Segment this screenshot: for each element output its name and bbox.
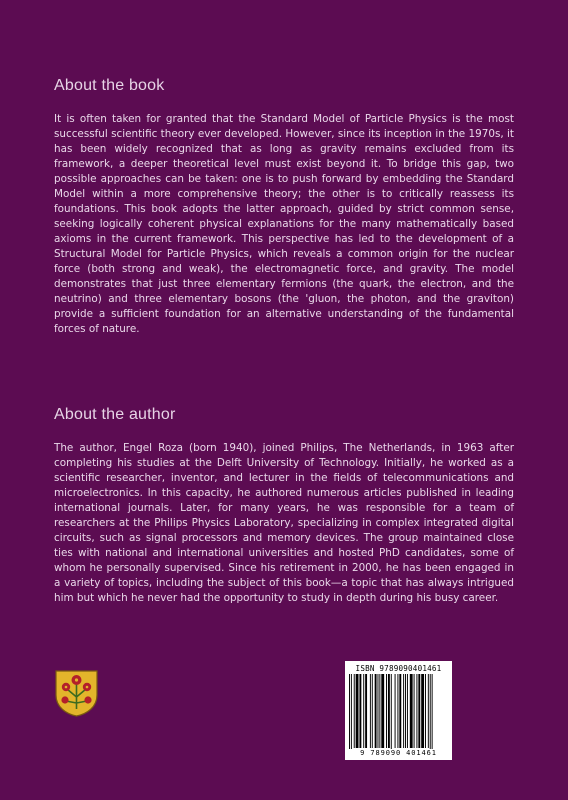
about-book-heading: About the book — [54, 77, 165, 94]
barcode-bar — [421, 674, 424, 748]
barcode-bar — [416, 674, 417, 748]
barcode-icon — [349, 674, 448, 754]
barcode-bar — [425, 674, 426, 748]
barcode-bar — [405, 674, 406, 748]
about-author-text: The author, Engel Roza (born 1940), joined Philips, The Netherlands, in 1963 after completing his studies at the Delft University of Technology. Initially, he worked as a scientific researcher, inventor, and lecturer in the fields of telecommunications and microelectronics. In this capacity, he authored numerous articles published in leading international journals. Later, for many years, he was responsible for a team of researchers at the Philips Physics Laboratory, specializing in complex integrated digital circuits, such as signal processors and memory devices. The group maintained close ties with national and international universities and hosted PhD candidates, some of whom he personally supervised. Since his retirement in 2000, he has been engaged in a variety of topics, including the subject of this book—a topic that has always intrigued him but which he never had the opportunity to study in depth during his busy career. — [54, 442, 514, 604]
barcode-bar — [432, 674, 433, 754]
isbn-label: ISBN 9789090401461 — [355, 664, 442, 673]
barcode-bar — [381, 674, 384, 748]
barcode-bar — [399, 674, 401, 748]
barcode-bar — [349, 674, 350, 754]
barcode-bar — [386, 674, 387, 748]
about-book-text: It is often taken for granted that the Standard Model of Particle Physics is the most successful scientific theory ever developed. However, since its inception in the 1970s, it has been widely recognized that as long as gravity remains excluded from its framework, a deeper theoretical level must exist beyond it. To bridge this gap, two possible approaches can be taken: one is to push forward by embedding the Standard Model within a more comprehensive theory; the other is to critically reassess its foundations. This book adopts the latter approach, guided by strict common sense, seeking logically coherent physical explanations for the many mathematically based axioms in the current framework. This perspective has led to the development of a Structural Model for Particle Physics, which reveals a common origin for the nuclear force (both strong and weak), the electromagnetic force, and gravity. The model demonstrates that just three elementary fermions (the quark, the electron, and the neutrino) and three elementary bosons (the 'gluon, the photon, and the graviton) provide a sufficient foundation for an alternative understanding of the fundamental forces of nature. — [54, 113, 514, 335]
barcode-bar — [359, 674, 361, 748]
barcode-bar — [378, 674, 379, 748]
barcode-bar — [403, 674, 404, 748]
barcode-bar — [391, 674, 392, 754]
barcode-bar — [395, 674, 396, 748]
barcode-bar — [407, 674, 408, 748]
barcode-bar — [414, 674, 415, 748]
barcode-bar — [372, 674, 373, 748]
barcode-bar — [363, 674, 364, 748]
barcode-bar — [397, 674, 398, 748]
barcode-bar — [410, 674, 413, 748]
barcode-bar — [365, 674, 367, 748]
barcode-bar — [418, 674, 420, 748]
barcode-digits: 9 789090 401461 — [347, 749, 450, 757]
about-author-heading: About the author — [54, 406, 176, 423]
barcode-bar — [375, 674, 377, 748]
barcode-bar — [370, 674, 371, 748]
barcode-bar — [351, 674, 352, 754]
barcode-bar — [379, 674, 380, 748]
barcode-bar — [430, 674, 431, 754]
barcode-bar — [356, 674, 359, 748]
barcode — [345, 661, 452, 760]
barcode-bar — [388, 674, 390, 748]
barcode-bar — [428, 674, 429, 748]
coat-of-arms-icon — [54, 669, 99, 717]
barcode-bar — [354, 674, 355, 748]
